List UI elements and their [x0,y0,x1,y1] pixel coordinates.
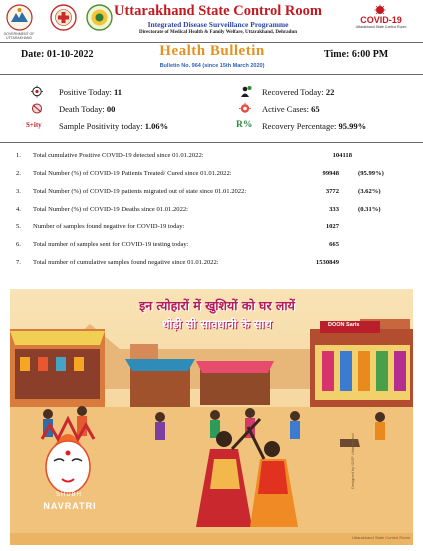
summary-row-label: Total number of samples sent for COVID-19 testing today: [33,241,189,248]
positivity-icon: S+ity [26,121,42,129]
emblem-caption: GOVERNMENT OF UTTARAKHAND [3,32,35,40]
summary-row-number: 7. [16,259,21,266]
festival-banner [10,289,413,545]
death-label: Death Today: [59,104,105,114]
summary-row-percent: (95.99%) [358,170,384,177]
covid-logo-caption: Uttarakhand State Control Room [355,25,407,29]
recovery-percent-icon: R% [236,120,253,130]
virus-positive-icon [30,85,44,98]
uttarakhand-emblem-icon [6,4,33,31]
bulletin-number: Bulletin No. 964 (since 15th March 2020) [159,63,265,69]
summary-row-number: 1. [16,152,21,159]
active-value: 65 [311,104,320,114]
stats-divider [0,142,423,143]
summary-row-label: Total cumulative Positive COVID-19 detected since 01.01.2022: [33,152,204,159]
summary-row-value: 333 [329,206,339,213]
programme-subtitle: Integrated Disease Surveillance Programme [147,20,289,29]
positive-label: Positive Today: [59,87,112,97]
positivity-label: Sample Positivity today: [59,121,143,131]
directorate-line: Directorate of Medical Health & Family Welfare, Uttarakhand, Dehradun [138,30,298,35]
banner-footer-caption: Uttarakhand State Control Room [351,535,410,540]
recovered-label: Recovered Today: [262,87,324,97]
greeting-navratri: NAVRATRI [43,501,97,511]
recovery-label: Recovery Percentage: [262,121,337,131]
bulletin-time: Time: 6:00 PM [324,49,389,60]
banner-headline-2: थोड़ी सी सावधानी के साथ [162,317,272,331]
summary-row-number: 4. [16,206,21,213]
summary-row-value: 665 [329,241,339,248]
bulletin-date: Date: 01-10-2022 [21,49,94,60]
summary-row-value: 99948 [322,170,339,177]
shop-sign: DOON Saris [328,322,360,328]
active-cases [262,104,320,114]
active-label: Active Cases: [262,104,309,114]
summary-row-value: 3772 [325,188,339,195]
covid-logo-text: COVID-19 [360,15,402,25]
death-today [59,104,115,114]
death-icon [30,102,44,115]
summary-row-number: 6. [16,241,21,248]
recovered-value: 22 [325,87,335,97]
recovered-today [262,87,334,97]
summary-row-label: Number of samples found negative for COVID-19 today: [33,223,185,230]
title-divider [0,74,423,75]
control-room-title: Uttarakhand State Control Room [114,3,322,19]
recovered-icon [238,85,252,98]
summary-row-value: 104118 [332,152,352,159]
summary-row-percent: (3.62%) [358,188,381,195]
nhm-logo-icon [86,4,113,31]
sample-positivity [59,121,168,131]
summary-row-number: 5. [16,223,21,230]
summary-row-number: 3. [16,188,21,195]
summary-row-label: Total Number (%) of COVID-19 patients migrated out of state since 01.01.2022: [33,188,247,195]
banner-side-caption: Designed by IDSP Uttarakhand [350,433,355,489]
positive-value: 11 [113,87,123,97]
bulletin-title: Health Bulletin [159,43,265,59]
summary-row-label: Total Number (%) of COVID-19 Deaths since 01.01.2022: [33,206,189,213]
death-value: 00 [106,104,116,114]
virus-icon [372,4,388,15]
summary-row-value: 1530849 [315,259,339,266]
recovery-percentage [262,121,366,131]
positivity-value: 1.06% [144,121,169,131]
summary-row-label: Total Number (%) of COVID-19 Patients Treated/ Cured since 01.01.2022: [33,170,232,177]
summary-row-label: Total number of cumulative samples found negative since 01.01.2022: [33,259,219,266]
health-department-logo-icon [50,4,77,31]
header [0,0,423,42]
recovery-value: 95.99% [338,121,367,131]
greeting-shubh: SHUBH [55,492,82,498]
summary-row-value: 1027 [325,223,339,230]
active-cases-icon [238,102,252,115]
summary-row-number: 2. [16,170,21,177]
covid-control-room-logo [350,4,412,32]
summary-row-percent: (0.31%) [358,206,381,213]
banner-headline-1: इन त्योहारों में खुशियों को घर लायें [139,298,295,313]
positive-today [59,87,122,97]
